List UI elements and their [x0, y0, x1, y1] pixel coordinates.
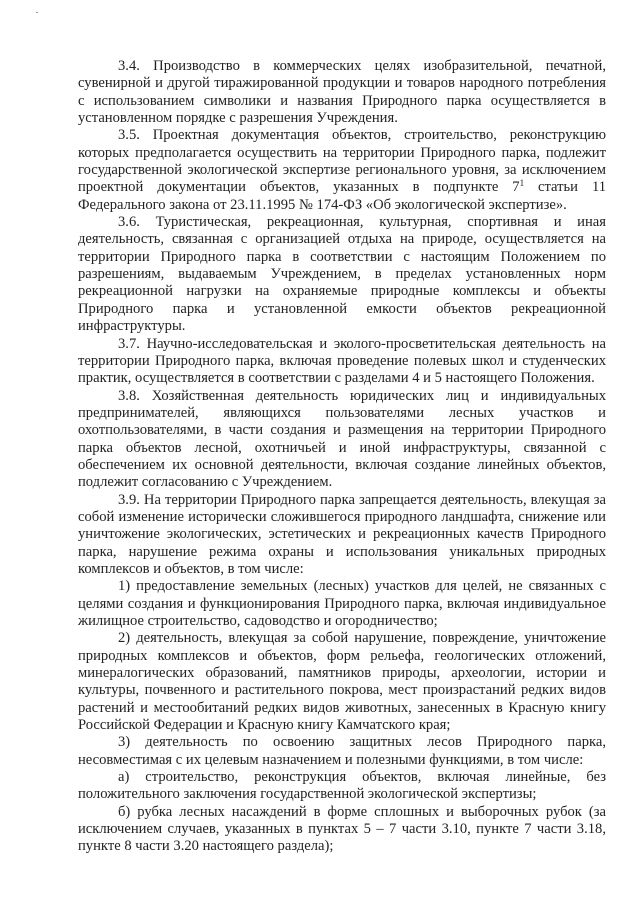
scan-speck: [36, 12, 38, 13]
paragraph-3-9: 3.9. На территории Природного парка запрещается деятельность, влекущая за собой изменение исторически сложившегося природного ландшафта, снижение или уничтожение экологических, эстетических и рекреационных качеств Природного парка, нарушение режима охраны и использования уникальных природных комплексов и объектов, в том числе:: [78, 491, 606, 577]
paragraph-3-5-text: 3.5. Проектная документация объектов, строительство, реконструкцию которых предполагается осуществить на территории Природного парка, подлежит государственной экологической экспертизе регионального уровня, за исключением проектной документации объектов, указанных в подпункте 7: [78, 127, 606, 196]
paragraph-3-6: 3.6. Туристическая, рекреационная, культурная, спортивная и иная деятельность, связанная с организацией отдыха на природе, осуществляется на территории Природного парка в соответствии с настоящим Положением по разрешениям, выдаваемым Учреждением, в пределах установленных норм рекреационной нагрузки на охраняемые природные комплексы и объекты Природного парка и установленной емкости объектов рекреационной инфраструктуры.: [78, 214, 606, 335]
list-item-3: 3) деятельность по освоению защитных лесов Природного парка, несовместимая с их целевым назначением и полезными функциями, в том числе:: [78, 734, 606, 768]
paragraph-3-7: 3.7. Научно-исследовательская и эколого-просветительская деятельность на территории Природного парка, включая проведение полевых школ и студенческих практик, осуществляется в соответствии с разделами 4 и 5 настоящего Положения.: [78, 335, 606, 387]
list-item-3b: б) рубка лесных насаждений в форме сплошных и выборочных рубок (за исключением случаев, указанных в пунктах 5 – 7 части 3.10, пункте 7 части 3.18, пункте 8 части 3.20 настоящего раздела);: [78, 803, 606, 855]
list-item-1: 1) предоставление земельных (лесных) участков для целей, не связанных с целями создания и функционирования Природного парка, включая индивидуальное жилищное строительство, садоводство и огородничество;: [78, 578, 606, 629]
paragraph-3-5-text-end: статьи 11 Федерального закона от 23.11.1995 № 174-ФЗ «Об экологической экспертизе».: [78, 179, 607, 213]
document-page: [78, 58, 606, 856]
superscript: 1: [519, 178, 525, 189]
paragraph-3-4: 3.4. Производство в коммерческих целях изобразительной, печатной, сувенирной и другой тиражированной продукции и товаров народного потребления с использованием символики и названия Природного парка осуществляется в установленном порядке с разрешения Учреждения.: [78, 58, 606, 127]
list-item-2: 2) деятельность, влекущая за собой нарушение, повреждение, уничтожение природных комплексов и объектов, форм рельефа, геологических отложений, минералогических образований, памятников природы, археологии, истории и культуры, почвенного и растительного покрова, мест произрастаний редких видов растений и местообитаний редких видов животных, занесенных в Красную книгу Российской Федерации и Красную книгу Камчатского края;: [78, 630, 606, 734]
list-item-3a: а) строительство, реконструкция объектов, включая линейные, без положительного заключения государственной экологической экспертизы;: [78, 769, 606, 803]
paragraph-3-5: [78, 127, 606, 214]
paragraph-3-8: 3.8. Хозяйственная деятельность юридических лиц и индивидуальных предпринимателей, являющихся пользователями лесных участков и охотпользователями, в части создания и размещения на территории Природного парка объектов лесной, охотничьей и иной инфраструктуры, связанной с обеспечением их основной деятельности, включая создание линейных объектов, подлежит согласованию с Учреждением.: [78, 387, 606, 491]
